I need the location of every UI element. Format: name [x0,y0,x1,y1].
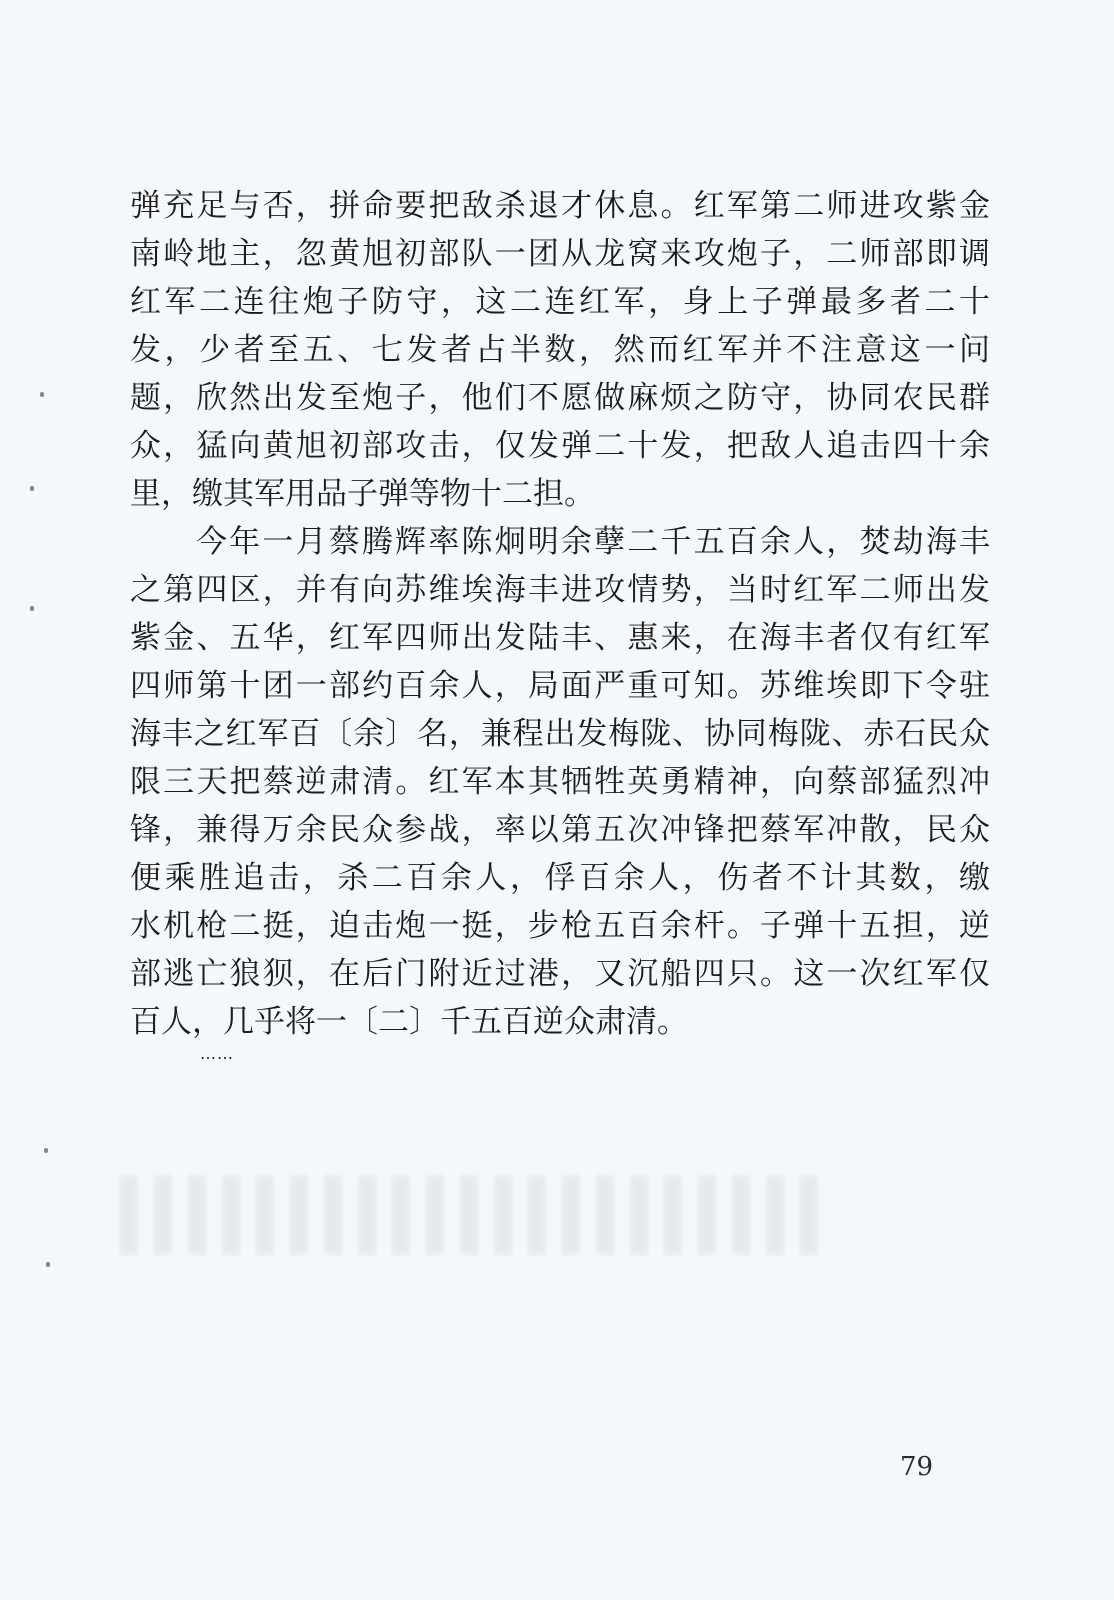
body-text [130,182,990,1046]
ellipsis-marker: …… [200,1044,234,1063]
text-line: 部逃亡狼狈，在后门附近过港，又沉船四只。这一次红军仅 [130,956,990,992]
text-line: 四师第十团一部约百余人，局面严重可知。苏维埃即下令驻 [130,668,990,704]
text-line: 南岭地主，忽黄旭初部队一团从龙窝来攻炮子，二师部即调 [130,236,990,272]
page-number: 79 [900,1452,934,1482]
text-line: 里，缴其军用品子弹等物十二担。 [130,476,595,512]
text-line: 限三天把蔡逆肃清。红军本其牺牲英勇精神，向蔡部猛烈冲 [130,764,990,800]
text-line: 弹充足与否，拼命要把敌杀退才休息。红军第二师进攻紫金 [130,188,990,224]
text-line: 海丰之红军百〔余〕名，兼程出发梅陇、协同梅陇、赤石民众 [130,716,990,752]
text-line: 众，猛向黄旭初部攻击，仅发弹二十发，把敌人追击四十余 [130,428,990,464]
text-line: 锋，兼得万余民众参战，率以第五次冲锋把蔡军冲散，民众 [130,812,990,848]
text-line: 题，欣然出发至炮子，他们不愿做麻烦之防守，协同农民群 [130,380,990,416]
paragraph-2 [130,518,990,1046]
text-line: 百人，几乎将一〔二〕千五百逆众肃清。 [130,1004,688,1040]
text-line: 紫金、五华，红军四师出发陆丰、惠来，在海丰者仅有红军 [130,620,990,656]
text-line: 水机枪二挺，迫击炮一挺，步枪五百余杆。子弹十五担，逆 [130,908,990,944]
show-through-text [120,1175,820,1255]
text-line: 发，少者至五、七发者占半数，然而红军并不注意这一问 [130,332,990,368]
text-line: 便乘胜追击，杀二百余人，俘百余人，伤者不计其数，缴 [130,860,990,896]
paragraph-1 [130,182,990,518]
text-line: 之第四区，并有向苏维埃海丰进攻情势，当时红军二师出发 [130,572,990,608]
text-line: 红军二连往炮子防守，这二连红军，身上子弹最多者二十 [130,284,990,320]
text-line: 今年一月蔡腾辉率陈炯明余孽二千五百余人，焚劫海丰 [196,524,990,560]
